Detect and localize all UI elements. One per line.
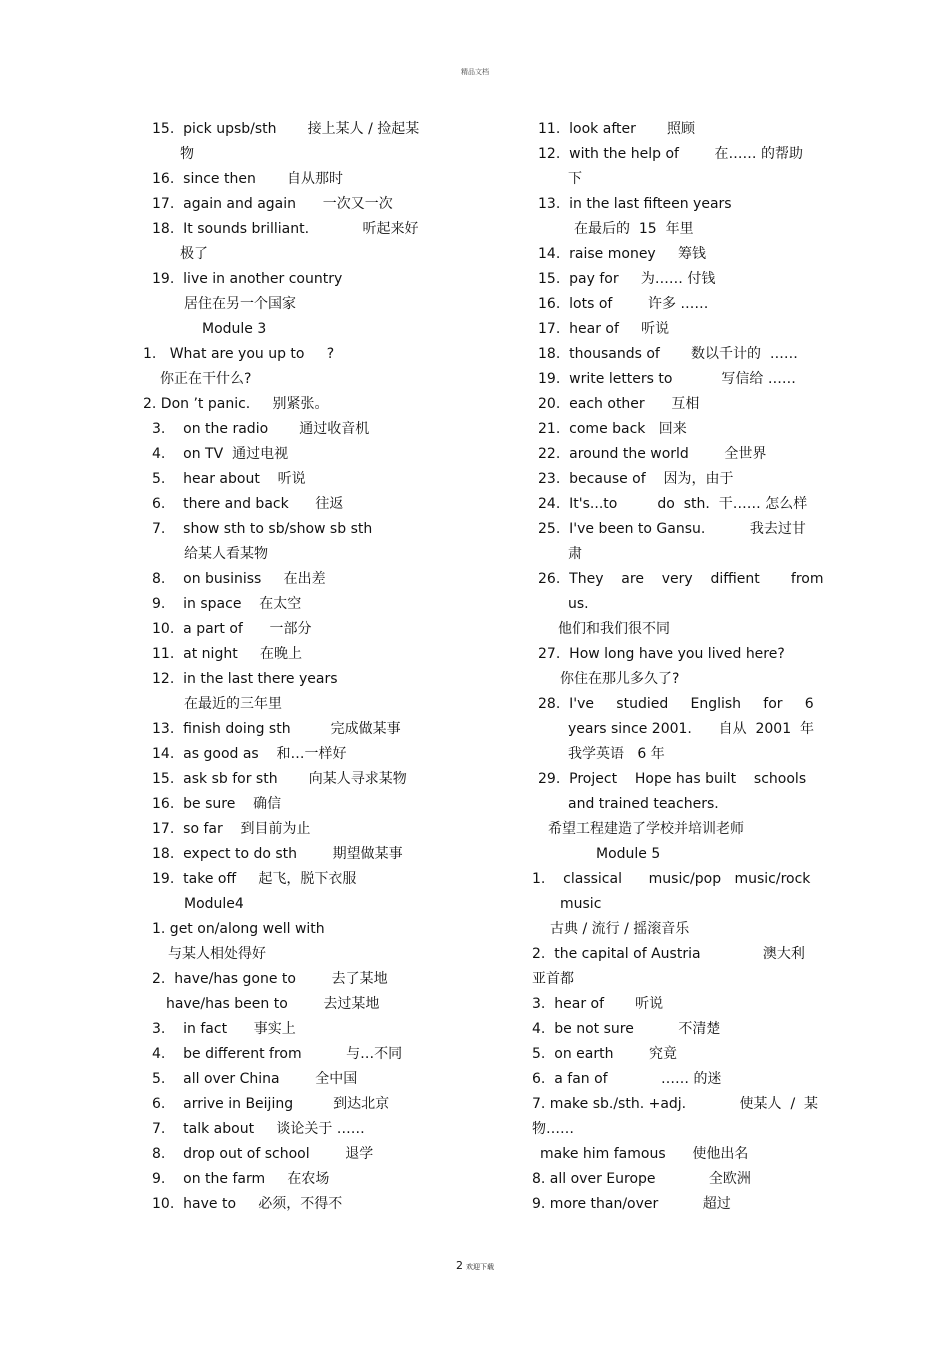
vocab-line: 7. show sth to sb/show sb sth <box>152 521 373 537</box>
vocab-line: 你正在干什么? <box>160 371 252 387</box>
vocab-line: 3. in fact 事实上 <box>152 1021 296 1037</box>
vocab-line: 16. be sure 确信 <box>152 796 282 812</box>
vocab-line: 18. It sounds brilliant. 听起来好 <box>152 221 419 237</box>
vocab-line: 居住在另一个国家 <box>184 296 296 312</box>
vocab-line: us. <box>568 596 589 612</box>
vocab-line: make him famous 使他出名 <box>540 1146 749 1162</box>
vocab-line: 7. make sb./sth. +adj. 使某人 / 某 <box>532 1096 819 1112</box>
vocab-line: 11. at night 在晚上 <box>152 646 302 662</box>
vocab-line: 17. again and again 一次又一次 <box>152 196 393 212</box>
vocab-line: 16. since then 自从那时 <box>152 171 343 187</box>
vocab-line: 14. as good as 和…一样好 <box>152 746 347 762</box>
vocab-line: 4. on TV 通过电视 <box>152 446 289 462</box>
vocab-line: 在最近的三年里 <box>184 696 282 712</box>
vocab-line: 8. on businiss 在出差 <box>152 571 326 587</box>
vocab-line: Module 5 <box>596 846 661 862</box>
vocab-line: 他们和我们很不同 <box>558 621 670 637</box>
vocab-line: Module4 <box>184 896 244 912</box>
vocab-line: 20. each other 互相 <box>538 396 700 412</box>
download-text: 欢迎下载 <box>466 1263 494 1271</box>
vocab-line: 15. ask sb for sth 向某人寻求某物 <box>152 771 407 787</box>
vocab-line: music <box>560 896 602 912</box>
page-number: 2 <box>456 1259 463 1272</box>
vocab-line: 6. arrive in Beijing 到达北京 <box>152 1096 390 1112</box>
vocab-line: 与某人相处得好 <box>168 946 266 962</box>
right-column <box>530 117 824 1217</box>
vocab-line: 12. with the help of 在…… 的帮助 <box>538 146 804 162</box>
vocab-line: 19. take off 起飞，脱下衣服 <box>152 871 357 887</box>
vocab-line: 24. It's...to do sth. 干…… 怎么样 <box>538 496 808 512</box>
vocab-line: 4. be different from 与…不同 <box>152 1046 403 1062</box>
vocab-line: 10. have to 必须，不得不 <box>152 1196 343 1212</box>
vocab-line: 11. look after 照顾 <box>538 121 696 137</box>
vocab-line: 3. hear of 听说 <box>532 996 664 1012</box>
vocab-line: 5. hear about 听说 <box>152 471 306 487</box>
vocab-line: 1. classical music/pop music/rock <box>532 871 811 887</box>
vocab-line: 2. the capital of Austria 澳大利 <box>532 946 805 962</box>
vocab-line: 28. I've studied English for 6 <box>538 696 814 712</box>
vocab-line: 9. in space 在太空 <box>152 596 302 612</box>
page-header: 精品文档 <box>461 68 489 76</box>
vocab-line: 10. a part of 一部分 <box>152 621 312 637</box>
vocab-line: 给某人看某物 <box>184 546 268 562</box>
vocab-line: 27. How long have you lived here? <box>538 646 785 662</box>
vocab-line: 我学英语 6 年 <box>568 746 665 762</box>
vocab-line: 13. finish doing sth 完成做某事 <box>152 721 401 737</box>
vocab-line: 8. drop out of school 退学 <box>152 1146 374 1162</box>
vocab-line: 16. lots of 许多 …… <box>538 296 709 312</box>
page-footer <box>0 1259 950 1272</box>
vocab-line: Module 3 <box>202 321 267 337</box>
vocab-line: years since 2001. 自从 2001 年 <box>568 721 815 737</box>
vocab-line: 19. live in another country <box>152 271 343 287</box>
vocab-line: 6. there and back 往返 <box>152 496 344 512</box>
vocab-line: 5. on earth 究竟 <box>532 1046 678 1062</box>
left-column <box>140 117 440 1217</box>
vocab-line: 15. pick upsb/sth 接上某人 / 捡起某 <box>152 121 420 137</box>
vocab-line: 希望工程建造了学校并培训老师 <box>548 821 744 837</box>
vocab-line: 9. on the farm 在农场 <box>152 1171 330 1187</box>
vocab-line: 你住在那儿多久了? <box>560 671 680 687</box>
vocab-line: 6. a fan of …… 的迷 <box>532 1071 722 1087</box>
vocab-line: 22. around the world 全世界 <box>538 446 767 462</box>
vocab-line: 21. come back 回来 <box>538 421 687 437</box>
vocab-line: 下 <box>568 171 582 187</box>
vocab-line: 在最后的 15 年里 <box>574 221 694 237</box>
vocab-line: 5. all over China 全中国 <box>152 1071 358 1087</box>
vocab-line: 肃 <box>568 546 582 562</box>
vocab-line: 19. write letters to 写信给 …… <box>538 371 796 387</box>
vocab-line: 18. thousands of 数以千计的 …… <box>538 346 798 362</box>
vocab-line: 古典 / 流行 / 摇滚音乐 <box>550 921 690 937</box>
vocab-line: have/has been to 去过某地 <box>166 996 380 1012</box>
vocab-line: 13. in the last fifteen years <box>538 196 732 212</box>
vocab-line: and trained teachers. <box>568 796 719 812</box>
vocab-line: 15. pay for 为…… 付钱 <box>538 271 716 287</box>
vocab-line: 物…… <box>532 1121 574 1137</box>
vocab-line: 25. I've been to Gansu. 我去过甘 <box>538 521 806 537</box>
vocab-line: 1. get on/along well with <box>152 921 325 937</box>
vocab-line: 29. Project Hope has built schools <box>538 771 807 787</box>
vocab-line: 3. on the radio 通过收音机 <box>152 421 370 437</box>
vocab-line: 17. so far 到目前为止 <box>152 821 311 837</box>
vocab-line: 17. hear of 听说 <box>538 321 670 337</box>
vocab-line: 2. Don ’t panic. 别紧张。 <box>143 396 329 412</box>
vocab-line: 极了 <box>180 246 208 262</box>
vocab-line: 26. They are very diffient from <box>538 571 824 587</box>
vocab-line: 14. raise money 筹钱 <box>538 246 706 262</box>
vocab-line: 12. in the last there years <box>152 671 338 687</box>
vocab-line: 18. expect to do sth 期望做某事 <box>152 846 403 862</box>
vocab-line: 2. have/has gone to 去了某地 <box>152 971 388 987</box>
vocab-line: 8. all over Europe 全欧洲 <box>532 1171 751 1187</box>
vocab-line: 1. What are you up to ? <box>143 346 335 362</box>
vocab-line: 9. more than/over 超过 <box>532 1196 731 1212</box>
vocab-line: 4. be not sure 不清楚 <box>532 1021 721 1037</box>
vocab-line: 23. because of 因为，由于 <box>538 471 734 487</box>
vocab-line: 亚首都 <box>532 971 574 987</box>
vocab-line: 物 <box>180 146 194 162</box>
vocab-line: 7. talk about 谈论关于 …… <box>152 1121 365 1137</box>
